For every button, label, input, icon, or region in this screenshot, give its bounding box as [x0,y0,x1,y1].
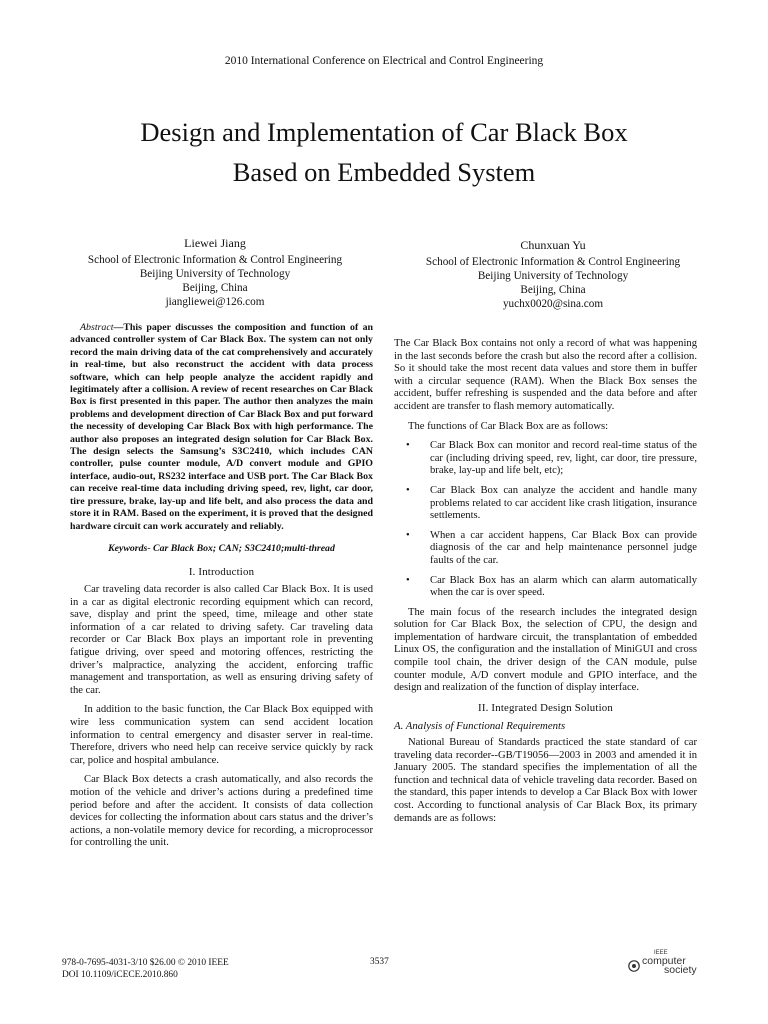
footer-isbn: 978-0-7695-4031-3/10 $26.00 © 2010 IEEE [62,958,229,968]
functions-list [394,440,697,600]
right-column [394,338,697,832]
subsection-heading-a: A. Analysis of Functional Requirements [394,720,566,733]
author-city: Beijing, China [520,284,586,296]
abstract [70,322,373,533]
paper-title-line-2: Based on Embedded System [232,157,536,187]
ieee-cs-logo-icon [628,960,640,972]
footer-doi: DOI 10.1109/iCECE.2010.860 [62,970,178,980]
intro-paragraph-3: Car Black Box detects a crash automatically, and also records the motion of the vehicle and driver’s actions during a predefined time period before and after the accident. It consists of data collection devices for collecting the information about cars status and the driver’s actions, a non-volatile memory device for recording, a microprocessor for controlling the unit. [70,774,373,849]
paper-title [60,112,708,192]
bullet-icon: • [406,440,410,452]
right-paragraph-1: The Car Black Box contains not only a record of what was happening in the last seconds before the crash but also the record after a collision. So it should take the most recent data values and store them in buffer with a circular sequence (RAM). When the Black Box senses the accident, buffer refreshing is suspended and the data before and after accident are transfer to flash memory automatically. [394,338,697,412]
conference-header: 2010 International Conference on Electrical and Control Engineering [224,55,544,67]
footer-copyright [62,957,229,981]
paper-title-line-1: Design and Implementation of Car Black Box [140,117,628,147]
author-university: Beijing University of Technology [477,270,629,282]
author-department: School of Electronic Information & Control Engineering [425,256,681,268]
list-item: • Car Black Box has an alarm which can alarm automatically when the car is over speed. [406,574,697,599]
ieee-computer-society-logo [628,952,718,978]
bullet-icon: • [406,484,410,496]
author-block-1 [60,236,370,309]
author-university: Beijing University of Technology [139,268,291,280]
abstract-text: —This paper discusses the composition and function of an advanced controller system of Car Black Box. The system can not only record the main driving data of the cat comprehensively and accurately in real-time, but also reconstruct the accident with data process software, which can help people analyze the accident rapidly and legitimately after a collision. A review of recent researches on Car Black Box is first presented in this paper. The author then analyzes the main problems and development direction of Car Black Box and put forward the necessity of developing Car Black Box with high performance. The author also proposes an integrated design solution for Car Black Box. The design selects the Samsung’s S3C2410, which includes CAN controller, pulse counter module, A/D convert module and GPIO interface, audio-out, RS232 interface and USB port. The Car Black Box can receive real-time data including driving speed, rev, light, car door, tire pressure, brake, lay-up and life belt, and also process the data and store it in RAM. Based on the experiment, it is proved that the designed hardware circuit can work accurately and reliably. [70,322,373,532]
author-email: yuchx0020@sina.com [502,298,604,310]
author-block-2 [398,238,708,311]
list-item: • When a car accident happens, Car Black Box can provide diagnosis of the car and help maintenance personnel judge faults of the car. [406,529,697,566]
keywords: Keywords- Car Black Box; CAN; S3C2410;multi-thread [108,542,335,554]
author-city: Beijing, China [182,282,248,294]
author-name: Liewei Jiang [184,236,246,250]
abstract-label: Abstract [80,322,114,333]
author-department: School of Electronic Information & Control Engineering [87,254,343,266]
page-number: 3537 [370,957,389,967]
left-column [70,322,373,857]
right-paragraph-3: The main focus of the research includes the integrated design solution for Car Black Box, the selection of CPU, the design and implementation of hardware circuit, the transplantation of embedded Linux OS, the configuration and the installation of MiniGUI and cross compile tool chain, the driver design of the CAN module, pulse counter module, A/D convert module and GPIO interface, and the design and realization of the function of display interface. [394,606,697,694]
logo-society-text: society [664,964,697,976]
logo-computer-text: computer [642,955,686,967]
section-heading-design-solution: II. Integrated Design Solution [478,701,613,714]
right-paragraph-2: The functions of Car Black Box are as follows: [408,420,609,432]
section-heading-introduction: I. Introduction [188,565,255,578]
list-item: • Car Black Box can analyze the accident and handle many problems related to car accident like crash litigation, insurance settlements. [406,484,697,522]
intro-paragraph-1: Car traveling data recorder is also called Car Black Box. It is used in a car as digital electronic recording equipment which can record, save, display and print the speed, time, mileage and other state information of a car related to driving safety. Car traveling data recorder or Car Black Box plays an important role in preventing fatigue driving, over speed and motoring offences, restricting the driver’s malpractice, analyzing the accident, enforcing traffic management and transportation, as well as ensuring driving safety of the car. [70,584,373,696]
bullet-icon: • [406,574,410,586]
logo-ieee-text: IEEE [654,950,668,956]
author-email: jiangliewei@126.com [165,296,265,308]
bullet-icon: • [406,529,410,541]
list-item: • Car Black Box can monitor and record real-time status of the car (including driving speed, rev, light, car door, tire pressure, brake, lay-up and life belt, etc); [406,440,697,477]
author-name: Chunxuan Yu [520,238,586,252]
right-paragraph-4: National Bureau of Standards practiced the state standard of car traveling data recorder--GB/T19056—2003 in 2003 and amended it in January 2005. The standard specifies the implementation of all the function and technical data of vehicle traveling data recorder. Based on the standard, this paper intends to develop a Car Black Box with lower cost. According to functional analysis of Car Black Box, its primary demands are as follows: [394,737,697,824]
intro-paragraph-2: In addition to the basic function, the Car Black Box equipped with wire less communication system can send accident location information to central emergency and disaster server in real-time. Therefore, drivers who need help can receive service quickly by rack car, police and hospital ambulance. [70,704,373,766]
